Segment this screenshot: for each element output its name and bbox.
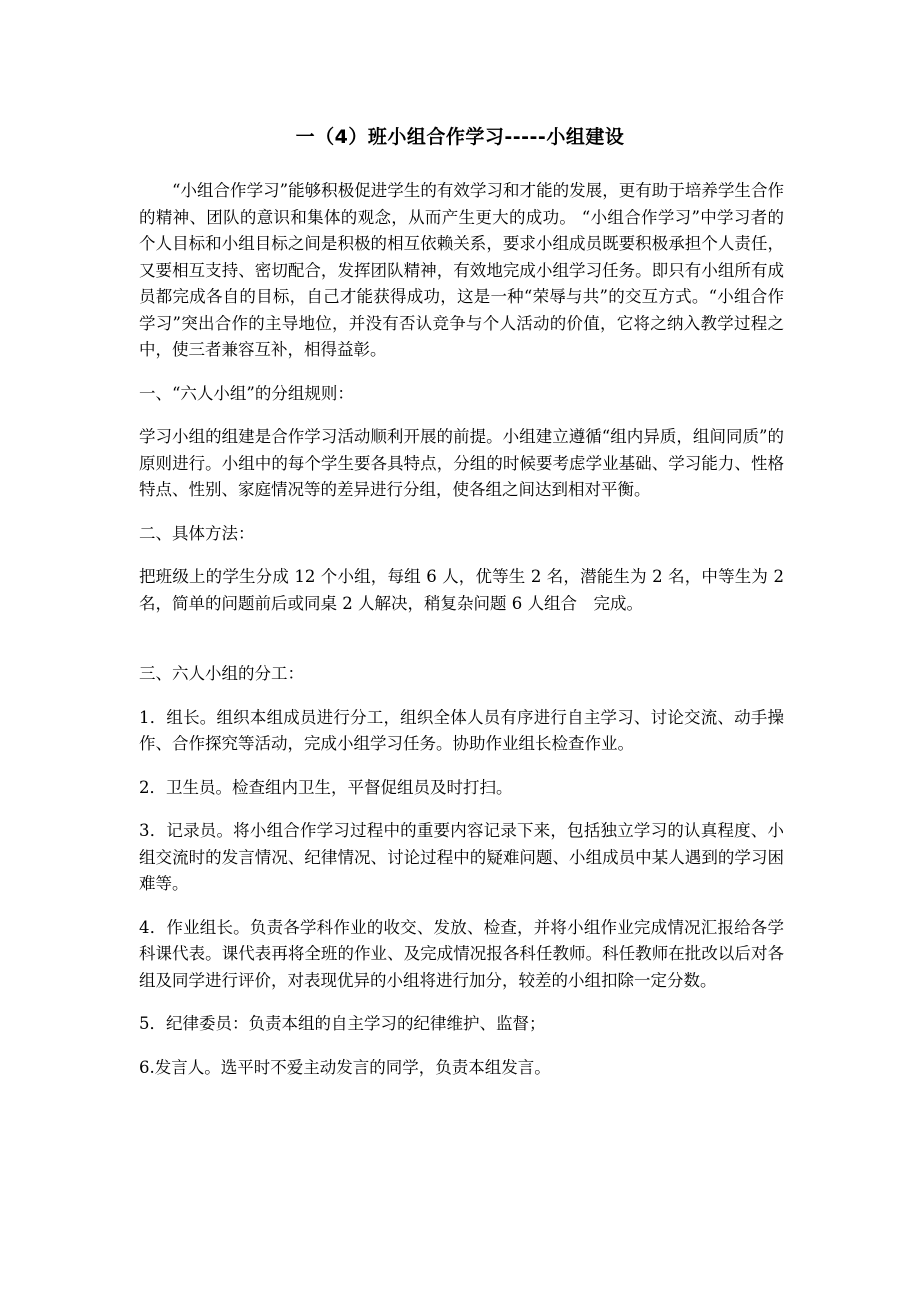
section1-heading: 一、“六人小组”的分组规则： [139,383,354,403]
document-title: 一（4）班小组合作学习-----小组建设 [295,126,625,148]
role-item-discipline: 5．纪律委员：负责本组的自主学习的纪律维护、监督； [139,1014,546,1033]
section3-heading: 三、六人小组的分工： [139,664,304,683]
document-body [139,178,784,1098]
section2-paragraph: 把班级上的学生分成 12 个小组，每组 6 人，优等生 2 名，潜能生为 2 名，中等生为 2 名，简单的问题前后或同桌 2 人解决，稍复杂问题 6 人组合 完成。 [139,567,784,613]
role-item-homework-leader: 4．作业组长。负责各学科作业的收交、发放、检查，并将小组作业完成情况汇报给各学科课代表。课代表再将全班的作业、及完成情况报各科任教师。科任教师在批改以后对各组及同学进行评价，对表现优异的小组将进行加分，较差的小组扣除一定分数。 [139,917,784,990]
intro-paragraph: “小组合作学习”能够积极促进学生的有效学习和才能的发展，更有助于培养学生合作的精神、团队的意识和集体的观念，从而产生更大的成功。 “小组合作学习”中学习者的个人目标和小组目标之间是积极的相互依赖关系，要求小组成员既要积极承担个人责任，又要相互支持、密切配合，发挥团队精神，有效地完成小组学习任务。即只有小组所有成员都完成各自的目标，自己才能获得成功，这是一种“荣辱与共”的交互方式。“小组合作学习”突出合作的主导地位，并没有否认竞争与个人活动的价值，它将之纳入教学过程之中，使三者兼容互补，相得益彰。 [139,181,784,359]
role-item-leader: 1．组长。组织本组成员进行分工，组织全体人员有序进行自主学习、讨论交流、动手操作、合作探究等活动，完成小组学习任务。协助作业组长检查作业。 [139,707,784,753]
role-item-hygiene: 2．卫生员。检查组内卫生，平督促组员及时打扫。 [139,777,513,797]
section2-heading: 二、具体方法： [139,523,255,543]
role-item-speaker: 6.发言人。选平时不爱主动发言的同学，负责本组发言。 [139,1057,551,1077]
role-item-recorder: 3．记录员。将小组合作学习过程中的重要内容记录下来，包括独立学习的认真程度、小组交流时的发言情况、纪律情况、讨论过程中的疑难问题、小组成员中某人遇到的学习困难等。 [139,821,784,893]
section1-paragraph: 学习小组的组建是合作学习活动顺利开展的前提。小组建立遵循“组内异质，组间同质”的原则进行。小组中的每个学生要各具特点，分组的时候要考虑学业基础、学习能力、性格特点、性别、家庭情况等的差异进行分组，使各组之间达到相对平衡。 [139,427,784,499]
